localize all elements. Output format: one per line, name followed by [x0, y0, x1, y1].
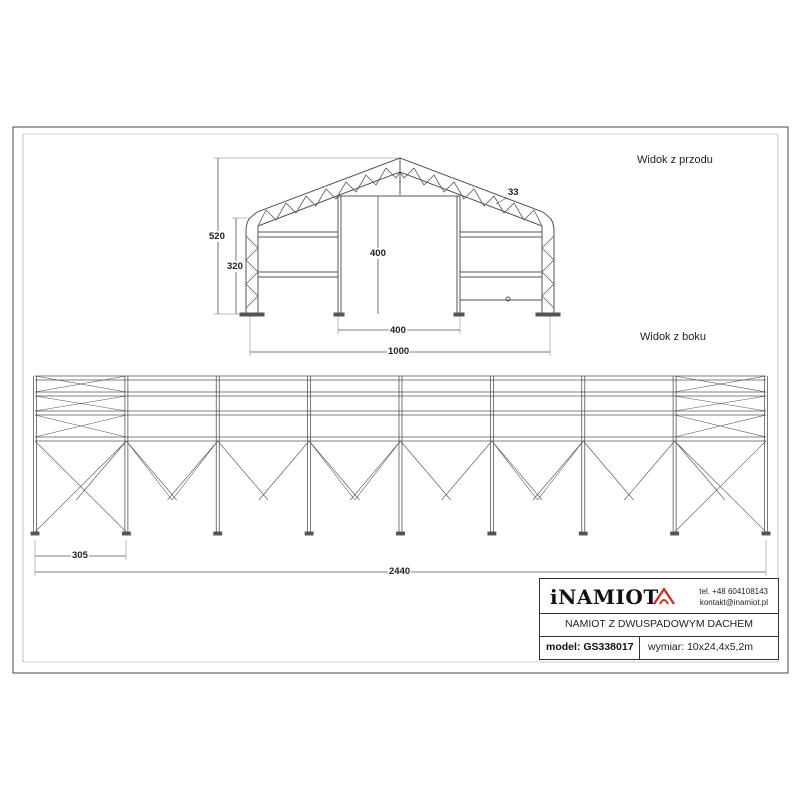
title-block-model-row [540, 636, 778, 659]
side-diagonal-brace [533, 441, 583, 500]
dim-total-length: 2440 [389, 566, 411, 577]
side-foot [122, 532, 130, 535]
title-block [539, 578, 779, 660]
side-diagonal-brace [126, 441, 176, 500]
side-diagonal-brace [583, 441, 633, 500]
side-diagonal-brace [167, 441, 217, 500]
title-block-title-row [540, 613, 778, 637]
front-column-lattice-right [542, 236, 554, 308]
model-cell [540, 636, 640, 659]
side-diagonal-brace [76, 441, 126, 500]
front-foot [334, 313, 344, 316]
side-foot [305, 532, 313, 535]
side-diagonal-brace [401, 441, 451, 500]
contact-email: kontakt@inamiot.pl [699, 598, 768, 607]
front-roof-truss-left [258, 168, 400, 226]
side-diagonal-brace [538, 441, 584, 500]
front-eave-right [550, 218, 554, 232]
side-diagonal-brace [492, 441, 538, 500]
side-diagonal-brace [355, 441, 401, 500]
brand-logo-text: iNAMIOT [550, 585, 659, 609]
side-diagonal-brace [172, 441, 218, 500]
front-foot [536, 313, 548, 316]
side-diagonal-brace [126, 441, 172, 500]
tent-dimensions: wymiar: 10x24,4x5,2m [648, 641, 754, 653]
front-foot [454, 313, 464, 316]
side-diagonal-brace [350, 441, 400, 500]
dim-roof-offset: 33 [508, 187, 519, 198]
front-view-title: Widok z przodu [637, 154, 713, 166]
side-diagonal-brace [218, 441, 268, 500]
side-foot [488, 532, 496, 535]
front-eave-left [246, 218, 250, 232]
side-diagonal-brace [624, 441, 674, 500]
dim-wall-height: 320 [227, 261, 243, 272]
dim-door-width: 400 [390, 325, 406, 336]
front-foot [548, 313, 560, 316]
dim-door-height: 400 [370, 248, 386, 259]
side-foot [397, 532, 405, 535]
contact-phone: tel. +48 604108143 [699, 587, 768, 596]
side-diagonal-brace [309, 441, 355, 500]
front-foot [240, 313, 252, 316]
front-foot [252, 313, 264, 316]
side-foot [214, 532, 222, 535]
drawing-title: NAMIOT Z DWUSPADOWYM DACHEM [564, 618, 754, 630]
model-number: model: GS338017 [546, 641, 634, 653]
tent-logo-icon [652, 586, 676, 606]
side-diagonal-brace [675, 441, 725, 500]
title-block-logo-row [540, 579, 778, 614]
side-diagonal-brace [259, 441, 309, 500]
front-view [240, 158, 560, 316]
dim-total-height: 520 [209, 231, 225, 242]
side-foot [762, 532, 770, 535]
side-diagonal-brace [442, 441, 492, 500]
side-foot [671, 532, 679, 535]
dim-total-width: 1000 [388, 346, 410, 357]
side-view [31, 376, 770, 535]
side-foot [579, 532, 587, 535]
dim-bay-width: 305 [72, 550, 88, 561]
front-column-lattice-left [246, 236, 258, 308]
front-roof-truss-right [400, 168, 542, 226]
side-view-title: Widok z boku [640, 331, 707, 343]
side-diagonal-brace [309, 441, 359, 500]
side-diagonal-brace [492, 441, 542, 500]
side-foot [31, 532, 39, 535]
